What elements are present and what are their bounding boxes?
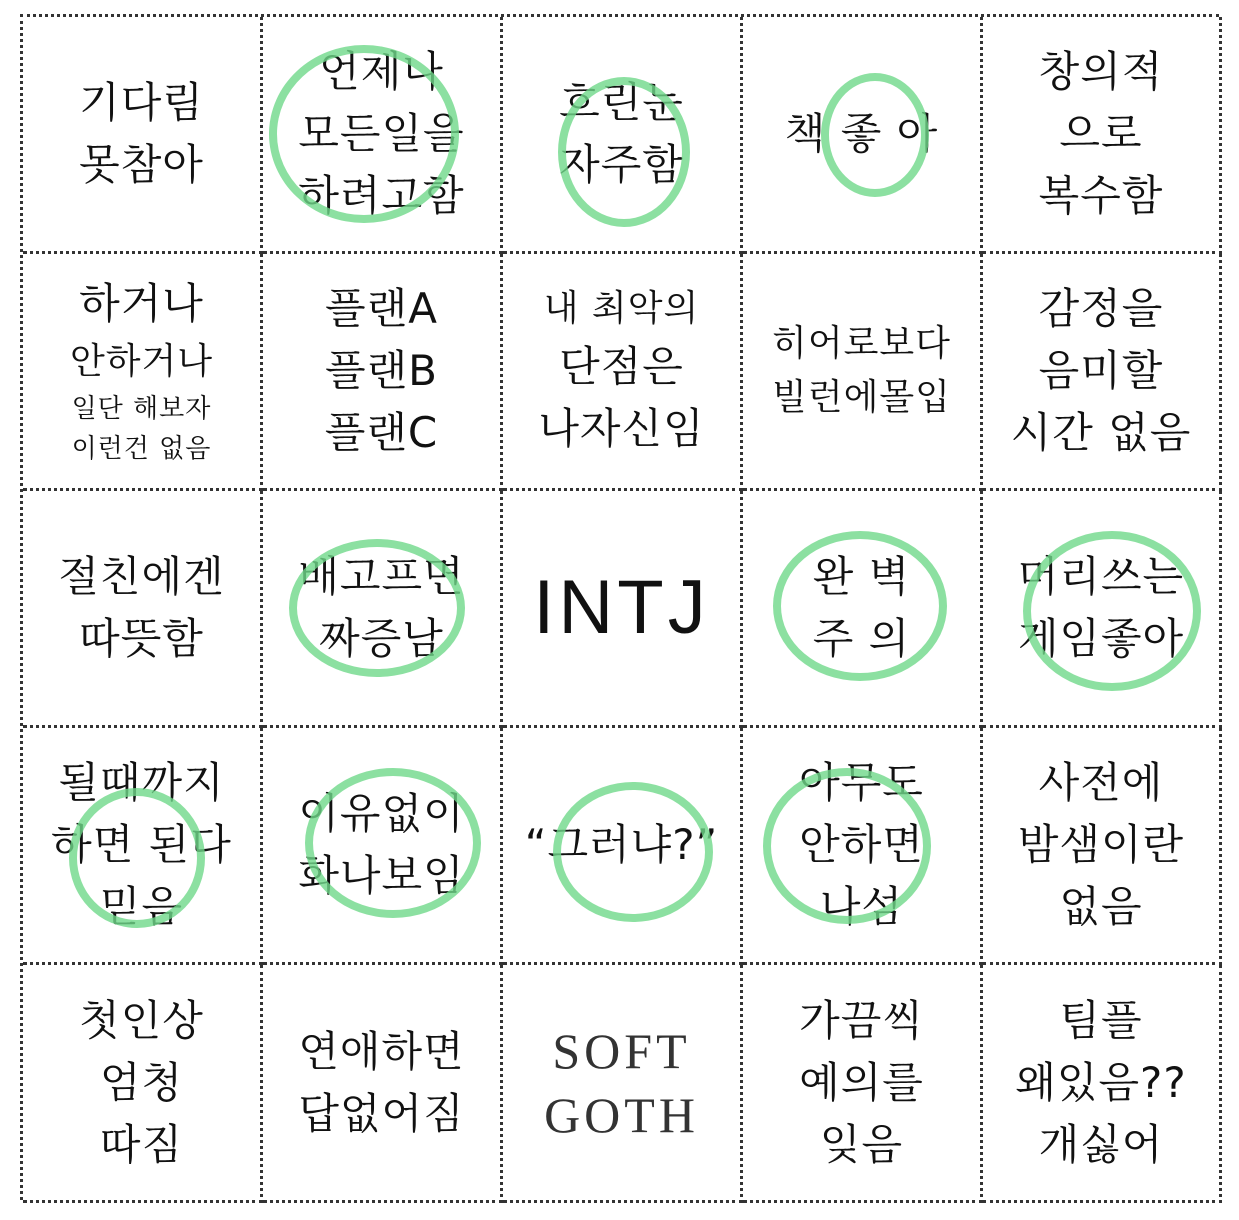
bingo-cell[interactable] — [503, 728, 743, 965]
bingo-cell[interactable] — [263, 491, 503, 728]
bingo-cell[interactable] — [983, 728, 1222, 965]
cell-line: 사전에 — [1038, 758, 1164, 807]
cell-line: 개싫어 — [1038, 1119, 1164, 1169]
cell-text — [559, 72, 684, 196]
cell-line: 책 좋 아 — [784, 109, 939, 158]
cell-line: 답없어짐 — [298, 1088, 465, 1138]
cell-line: 아무도 — [799, 758, 924, 807]
cell-line: 따짐 — [99, 1119, 184, 1169]
cell-line: 가끔씩 — [799, 995, 924, 1045]
cell-line: 절친에겐 — [58, 552, 225, 601]
bingo-cell[interactable] — [23, 17, 263, 254]
cell-line: 감정을 — [1038, 284, 1164, 333]
cell-line: 못참아 — [79, 140, 204, 189]
cell-line: 이런건 없음 — [71, 434, 212, 464]
cell-text — [70, 273, 213, 469]
cell-line: 안하거나 — [69, 341, 214, 382]
cell-line: 첫인상 — [79, 995, 204, 1045]
cell-text — [1039, 41, 1164, 227]
cell-line: 모든일을 — [298, 109, 465, 158]
cell-line: 복수함 — [1038, 171, 1164, 220]
cell-text — [533, 563, 709, 653]
cell-text — [813, 546, 911, 670]
cell-line: SOFT — [552, 1022, 691, 1079]
cell-line: 될때까지 — [58, 758, 225, 807]
cell-line: 자주함 — [559, 140, 684, 189]
cell-text — [79, 990, 204, 1176]
bingo-cell[interactable] — [23, 254, 263, 491]
cell-line: 일단 해보자 — [71, 394, 212, 424]
cell-line: 하거나 — [79, 279, 204, 328]
cell-line: GOTH — [544, 1086, 699, 1143]
cell-line: 게임좋아 — [1017, 614, 1185, 663]
bingo-cell[interactable] — [263, 728, 503, 965]
cell-text — [1015, 990, 1186, 1176]
bingo-cell[interactable] — [983, 17, 1222, 254]
cell-line: 흐린눈 — [559, 78, 684, 127]
bingo-cell[interactable] — [983, 254, 1222, 491]
cell-line: 창의적 — [1038, 47, 1164, 96]
cell-line: 하면 된다 — [51, 820, 232, 869]
bingo-cell[interactable] — [503, 254, 743, 491]
cell-line: 플랜A — [325, 284, 438, 333]
cell-text — [538, 282, 704, 460]
bingo-cell[interactable] — [743, 965, 983, 1203]
cell-line: 하려고함 — [298, 171, 465, 220]
bingo-cell[interactable] — [503, 965, 743, 1203]
cell-line: 짜증남 — [319, 614, 444, 663]
cell-line: INTJ — [533, 565, 710, 650]
cell-text — [51, 752, 232, 938]
cell-text — [325, 278, 438, 464]
cell-line: 단점은 — [559, 342, 684, 391]
bingo-cell[interactable] — [503, 17, 743, 254]
cell-line: 머리쓰는 — [1017, 552, 1185, 601]
cell-line: 잊음 — [819, 1119, 904, 1169]
bingo-cell[interactable] — [263, 17, 503, 254]
bingo-cell[interactable] — [743, 728, 983, 965]
cell-line: 따뜻함 — [79, 614, 204, 663]
cell-line: 엄청 — [99, 1057, 184, 1107]
cell-line: 히어로보다 — [772, 323, 951, 364]
cell-line: 화나보임 — [298, 851, 465, 900]
cell-text — [298, 41, 464, 227]
cell-line: 완 벽 — [812, 552, 911, 601]
cell-text — [544, 1019, 699, 1147]
cell-text — [298, 1021, 464, 1145]
cell-line: 예의를 — [799, 1057, 924, 1107]
bingo-cell[interactable] — [503, 491, 743, 728]
cell-line: 으로 — [1059, 109, 1143, 158]
bingo-cell[interactable] — [263, 965, 503, 1203]
bingo-cell[interactable] — [23, 728, 263, 965]
cell-text — [58, 546, 224, 670]
cell-line: 시간 없음 — [1010, 408, 1192, 457]
cell-line: 빌런에몰입 — [772, 377, 951, 418]
cell-line: 나섬 — [819, 882, 904, 931]
bingo-cell[interactable] — [23, 965, 263, 1203]
bingo-cell[interactable] — [743, 491, 983, 728]
cell-text — [1018, 546, 1184, 670]
bingo-cell[interactable] — [23, 491, 263, 728]
cell-text — [785, 103, 938, 165]
cell-line: 믿음 — [99, 882, 184, 931]
bingo-cell[interactable] — [983, 491, 1222, 728]
cell-line: 언제나 — [319, 47, 444, 96]
cell-line: 플랜B — [325, 346, 438, 395]
bingo-cell[interactable] — [743, 254, 983, 491]
cell-line: 안하면 — [799, 820, 924, 869]
cell-line: “그러냐?” — [524, 820, 719, 869]
cell-line: 왜있음?? — [1015, 1057, 1187, 1107]
cell-line: 밤샘이란 — [1017, 820, 1185, 869]
cell-line: 이유없이 — [298, 789, 465, 838]
cell-line: 기다림 — [79, 78, 204, 127]
cell-text — [799, 990, 924, 1176]
cell-line: 내 최악의 — [543, 288, 700, 329]
cell-text — [79, 72, 204, 196]
cell-line: 없음 — [1059, 882, 1143, 931]
bingo-board — [20, 14, 1219, 1200]
cell-text — [298, 783, 464, 907]
cell-text — [799, 752, 924, 938]
cell-line: 팀플 — [1059, 995, 1143, 1045]
bingo-cell[interactable] — [263, 254, 503, 491]
cell-text — [1018, 752, 1184, 938]
bingo-cell[interactable] — [983, 965, 1222, 1203]
cell-text — [298, 546, 464, 670]
cell-text — [525, 814, 719, 876]
cell-line: 음미할 — [1038, 346, 1164, 395]
bingo-cell[interactable] — [743, 17, 983, 254]
cell-line: 주 의 — [812, 614, 911, 663]
cell-text — [1011, 278, 1192, 464]
cell-text — [772, 317, 951, 425]
cell-line: 연애하면 — [298, 1026, 465, 1076]
cell-line: 배고프면 — [298, 552, 465, 601]
cell-line: 플랜C — [324, 408, 439, 457]
cell-line: 나자신임 — [538, 404, 705, 453]
